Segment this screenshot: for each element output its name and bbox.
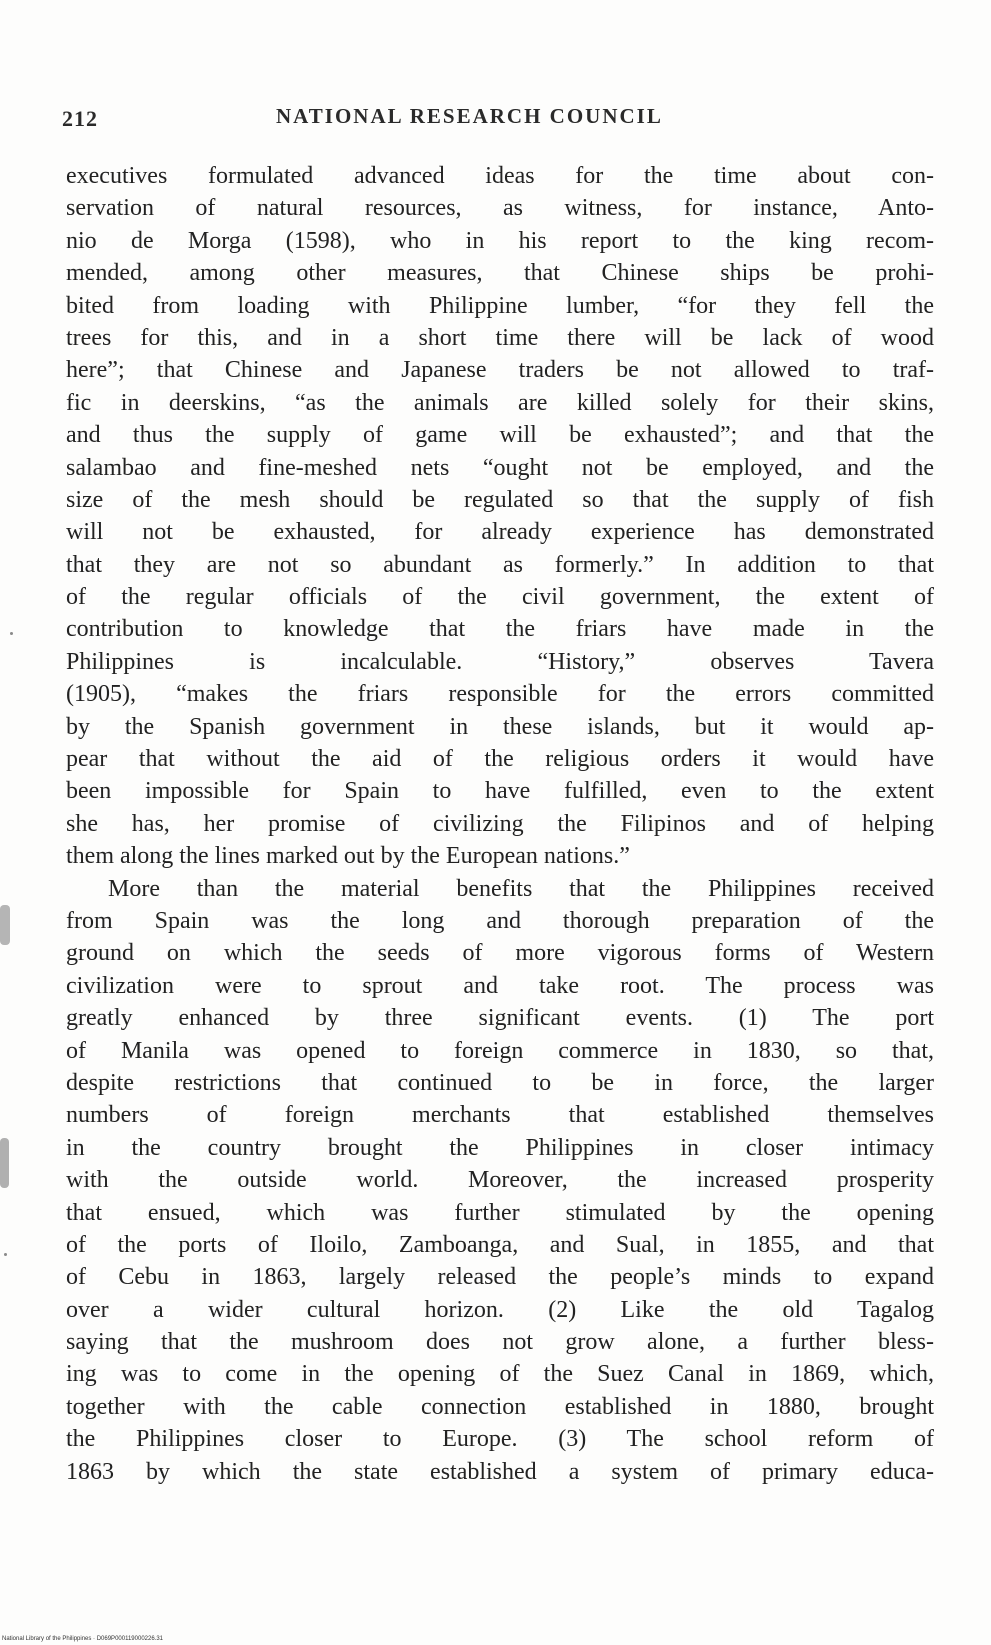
body-text [66,160,934,1488]
text-line: from Spain was the long and thorough preparation of the [66,907,934,934]
text-line: together with the cable connection established in 1880, brought [66,1393,934,1420]
text-line: greatly enhanced by three significant events. (1) The port [66,1005,934,1032]
text-line: and thus the supply of game will be exhausted”; and that the [66,422,934,449]
text-line: of Manila was opened to foreign commerce in 1830, so that, [66,1037,934,1064]
running-title: NATIONAL RESEARCH COUNCIL [276,104,663,128]
text-line: executives formulated advanced ideas for the time about con- [66,163,934,189]
text-line: will not be exhausted, for already experience has demonstrated [66,519,934,546]
text-line: with the outside world. Moreover, the increased prosperity [66,1167,934,1194]
text-line: nio de Morga (1598), who in his report to the king recom- [66,227,934,254]
text-line: pear that without the aid of the religious orders it would have [66,746,934,773]
text-line: in the country brought the Philippines in closer intimacy [66,1134,934,1161]
text-line: contribution to knowledge that the friars have made in the [66,616,934,643]
text-line: Philippines is incalculable. “History,” observes Tavera [66,648,934,675]
text-line: here”; that Chinese and Japanese traders be not allowed to traf- [66,357,934,384]
text-line: by the Spanish government in these islands, but it would ap- [66,713,934,740]
text-line: numbers of foreign merchants that established themselves [66,1102,934,1129]
text-line: of Cebu in 1863, largely released the people’s minds to expand [66,1264,934,1291]
text-line: trees for this, and in a short time there will be lack of wood [66,324,934,351]
text-line: servation of natural resources, as witness, for instance, Anto- [66,195,934,222]
scan-speck [0,1138,9,1188]
scan-speck [4,1253,7,1256]
scan-speck [0,905,10,945]
text-line: size of the mesh should be regulated so that the supply of fish [66,486,934,513]
scan-credit: National Library of the Philippines · D069P000119000226.31 [2,1636,164,1642]
text-line: salambao and fine-meshed nets “ought not be employed, and the [66,454,934,481]
text-line: ing was to come in the opening of the Suez Canal in 1869, which, [66,1361,934,1388]
text-line: that ensued, which was further stimulated by the opening [66,1199,934,1226]
text-line: them along the lines marked out by the European nations.” [66,843,630,870]
text-line: over a wider cultural horizon. (2) Like the old Tagalog [66,1296,934,1323]
page-number: 212 [62,106,98,131]
text-line: she has, her promise of civilizing the Filipinos and of helping [66,810,934,837]
running-head [62,104,942,134]
text-line: 1863 by which the state established a system of primary educa- [66,1458,934,1485]
text-line: bited from loading with Philippine lumber, “for they fell the [66,292,934,319]
text-line: of the regular officials of the civil government, the extent of [66,584,934,611]
text-line: been impossible for Spain to have fulfilled, even to the extent [66,778,934,805]
text-line: ground on which the seeds of more vigorous forms of Western [66,940,934,967]
text-line: the Philippines closer to Europe. (3) The school reform of [66,1426,934,1453]
text-line: that they are not so abundant as formerly.” In addition to that [66,551,934,578]
text-line: (1905), “makes the friars responsible for the errors committed [66,681,934,708]
scan-speck [10,632,13,635]
text-line: saying that the mushroom does not grow alone, a further bless- [66,1329,934,1356]
text-line: More than the material benefits that the Philippines received [108,875,934,902]
text-line: mended, among other measures, that Chinese ships be prohi- [66,260,934,287]
text-line: despite restrictions that continued to be in force, the larger [66,1069,934,1096]
text-line: of the ports of Iloilo, Zamboanga, and Sual, in 1855, and that [66,1231,934,1258]
text-line: fic in deerskins, “as the animals are killed solely for their skins, [66,389,934,416]
text-line: civilization were to sprout and take root. The process was [66,972,934,999]
